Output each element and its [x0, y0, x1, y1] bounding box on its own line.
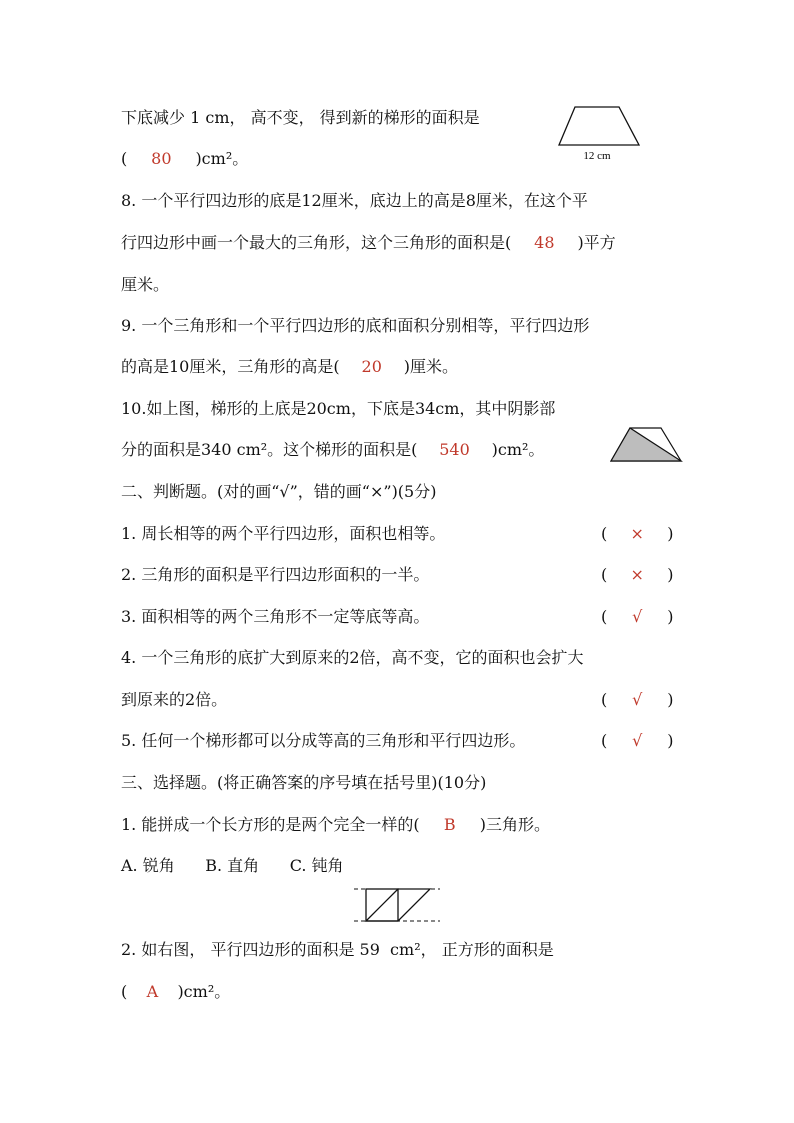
- choice-q1-options: A. 锐角 B. 直角 C. 钝角: [121, 856, 344, 875]
- q7-close: )cm²。: [195, 149, 249, 168]
- square-parallelogram-figure: [352, 884, 444, 926]
- q8-line3: 厘米。: [121, 275, 170, 294]
- choice-q2-close: )cm²。: [177, 982, 231, 1001]
- choice-q1-answer: B: [443, 815, 456, 834]
- q7-line2: [121, 149, 248, 169]
- q10-line1: 10.如上图，梯形的上底是20cm，下底是34cm，其中阴影部: [121, 399, 556, 418]
- q9-close: )厘米。: [403, 357, 459, 376]
- shaded-trapezoid-figure: [608, 425, 686, 465]
- q9-line1: 9. 一个三角形和一个平行四边形的底和面积分别相等，平行四边形: [121, 316, 590, 335]
- judge-item-4-cont: 到原来的2倍。: [121, 690, 228, 709]
- q7-line1: 下底减少 1 cm， 高不变， 得到新的梯形的面积是: [121, 108, 480, 127]
- q10-answer: 540: [439, 440, 470, 459]
- q7-open-paren: (: [121, 149, 128, 168]
- q7-answer: 80: [151, 149, 172, 168]
- judge-answer-2: ( × ): [601, 565, 674, 584]
- judge-item-3: 3. 面积相等的两个三角形不一定等底等高。: [121, 607, 430, 626]
- judge-answer-4: ( √ ): [601, 690, 674, 709]
- choice-q1-close: )三角形。: [479, 815, 551, 834]
- choice-q2-line2: [121, 982, 230, 1002]
- q8-close: )平方: [577, 233, 616, 252]
- choice-q1: [121, 815, 550, 835]
- choice-q2-open: (: [121, 982, 128, 1001]
- choice-q2-answer: A: [146, 982, 159, 1001]
- choice-q1-text: 1. 能拼成一个长方形的是两个完全一样的(: [121, 815, 420, 834]
- q9-text: 的高是10厘米，三角形的高是(: [121, 357, 340, 376]
- trapezoid-label: 12 cm: [583, 150, 611, 162]
- judge-item-1: 1. 周长相等的两个平行四边形，面积也相等。: [121, 524, 446, 543]
- judge-answer-3: ( √ ): [601, 607, 674, 626]
- q10-line2: [121, 440, 544, 460]
- q9-line2: [121, 357, 458, 377]
- section3-heading: 三、选择题。(将正确答案的序号填在括号里)(10分): [121, 773, 487, 792]
- judge-answer-1: ( × ): [601, 524, 674, 543]
- q8-line1: 8. 一个平行四边形的底是12厘米，底边上的高是8厘米，在这个平: [121, 191, 588, 210]
- q8-answer: 48: [534, 233, 555, 252]
- judge-item-5: 5. 任何一个梯形都可以分成等高的三角形和平行四边形。: [121, 731, 526, 750]
- trapezoid-figure: [555, 104, 645, 162]
- judge-item-2: 2. 三角形的面积是平行四边形面积的一半。: [121, 565, 430, 584]
- q8-text: 行四边形中画一个最大的三角形，这个三角形的面积是(: [121, 233, 512, 252]
- q10-text: 分的面积是340 cm²。这个梯形的面积是(: [121, 440, 418, 459]
- q8-line2: [121, 233, 616, 253]
- judge-item-4: 4. 一个三角形的底扩大到原来的2倍，高不变，它的面积也会扩大: [121, 648, 584, 667]
- judge-answer-5: ( √ ): [601, 731, 674, 750]
- choice-q2-line1: 2. 如右图， 平行四边形的面积是 59 cm²， 正方形的面积是: [121, 940, 554, 959]
- q9-answer: 20: [361, 357, 382, 376]
- q10-close: )cm²。: [491, 440, 545, 459]
- section2-heading: 二、判断题。(对的画“√”，错的画“×”)(5分): [121, 482, 437, 501]
